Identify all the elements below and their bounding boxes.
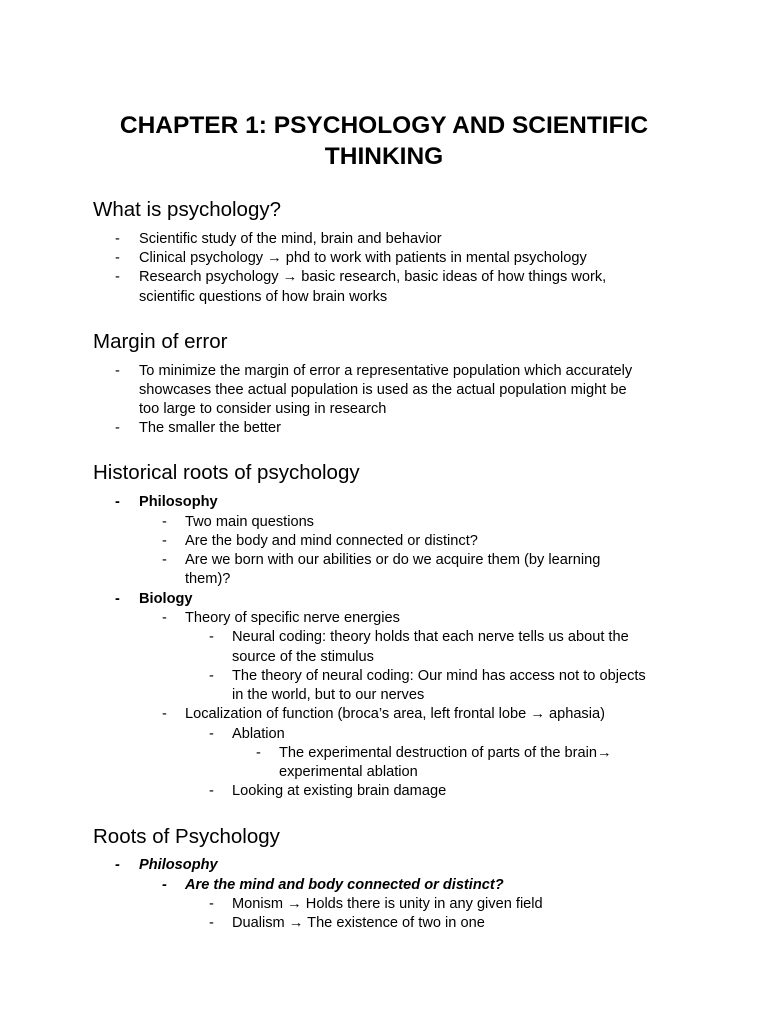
list-item: Two main questions bbox=[185, 514, 314, 530]
list-item-continuation: in the world, but to our nerves bbox=[232, 687, 425, 703]
list-item: Clinical psychology → phd to work with patients in mental psychology bbox=[139, 250, 587, 266]
list-item: Looking at existing brain damage bbox=[232, 783, 447, 799]
list-item: Are the mind and body connected or distinct? bbox=[185, 877, 504, 893]
bullet-dash: - bbox=[162, 610, 167, 626]
bullet-dash: - bbox=[162, 877, 167, 893]
list-item: The theory of neural coding: Our mind has access not to objects bbox=[232, 668, 646, 684]
list-item: Ablation bbox=[232, 726, 285, 742]
list-item: Scientific study of the mind, brain and behavior bbox=[139, 231, 442, 247]
bullet-dash: - bbox=[115, 363, 120, 379]
bullet-dash: - bbox=[115, 494, 120, 510]
list-item: Are we born with our abilities or do we acquire them (by learning bbox=[185, 552, 601, 568]
bullet-dash: - bbox=[209, 783, 214, 799]
bullet-dash: - bbox=[162, 514, 167, 530]
bullet-dash: - bbox=[162, 706, 167, 722]
list-item: Theory of specific nerve energies bbox=[185, 610, 400, 626]
list-item: Biology bbox=[139, 591, 193, 607]
list-item: Neural coding: theory holds that each nerve tells us about the bbox=[232, 629, 629, 645]
list-item-continuation: source of the stimulus bbox=[232, 649, 374, 665]
list-item-continuation: scientific questions of how brain works bbox=[139, 289, 388, 305]
bullet-dash: - bbox=[209, 668, 214, 684]
list-item-continuation: experimental ablation bbox=[279, 764, 418, 780]
section-heading: Margin of error bbox=[93, 330, 228, 353]
bullet-dash: - bbox=[115, 269, 120, 285]
list-item: The smaller the better bbox=[139, 420, 281, 436]
section-heading: What is psychology? bbox=[93, 198, 282, 221]
bullet-dash: - bbox=[209, 726, 214, 742]
bullet-dash: - bbox=[115, 591, 120, 607]
page-title bbox=[60, 110, 708, 172]
bullet-dash: - bbox=[209, 629, 214, 645]
bullet-dash: - bbox=[115, 420, 120, 436]
bullet-dash: - bbox=[115, 857, 120, 873]
bullet-dash: - bbox=[162, 552, 167, 568]
list-item: Dualism → The existence of two in one bbox=[232, 915, 485, 931]
list-item: The experimental destruction of parts of the brain→ bbox=[279, 745, 612, 761]
list-item-continuation: them)? bbox=[185, 571, 231, 587]
list-item: To minimize the margin of error a representative population which accurately bbox=[139, 363, 633, 379]
section-heading: Historical roots of psychology bbox=[93, 461, 360, 484]
bullet-dash: - bbox=[115, 250, 120, 266]
bullet-dash: - bbox=[115, 231, 120, 247]
list-item-continuation: too large to consider using in research bbox=[139, 401, 387, 417]
list-item: Research psychology → basic research, basic ideas of how things work, bbox=[139, 269, 607, 285]
list-item-continuation: showcases thee actual population is used as the actual population might be bbox=[139, 382, 627, 398]
list-item: Localization of function (broca’s area, left frontal lobe → aphasia) bbox=[185, 706, 605, 722]
bullet-dash: - bbox=[209, 896, 214, 912]
list-item: Are the body and mind connected or distinct? bbox=[185, 533, 478, 549]
list-item: Philosophy bbox=[139, 857, 218, 873]
bullet-dash: - bbox=[256, 745, 261, 761]
title-line-2: THINKING bbox=[324, 143, 444, 170]
list-item: Philosophy bbox=[139, 494, 218, 510]
bullet-dash: - bbox=[162, 533, 167, 549]
bullet-dash: - bbox=[209, 915, 214, 931]
list-item: Monism → Holds there is unity in any given field bbox=[232, 896, 543, 912]
title-line-1: CHAPTER 1: PSYCHOLOGY AND SCIENTIFIC bbox=[119, 112, 649, 139]
section-heading: Roots of Psychology bbox=[93, 825, 280, 848]
